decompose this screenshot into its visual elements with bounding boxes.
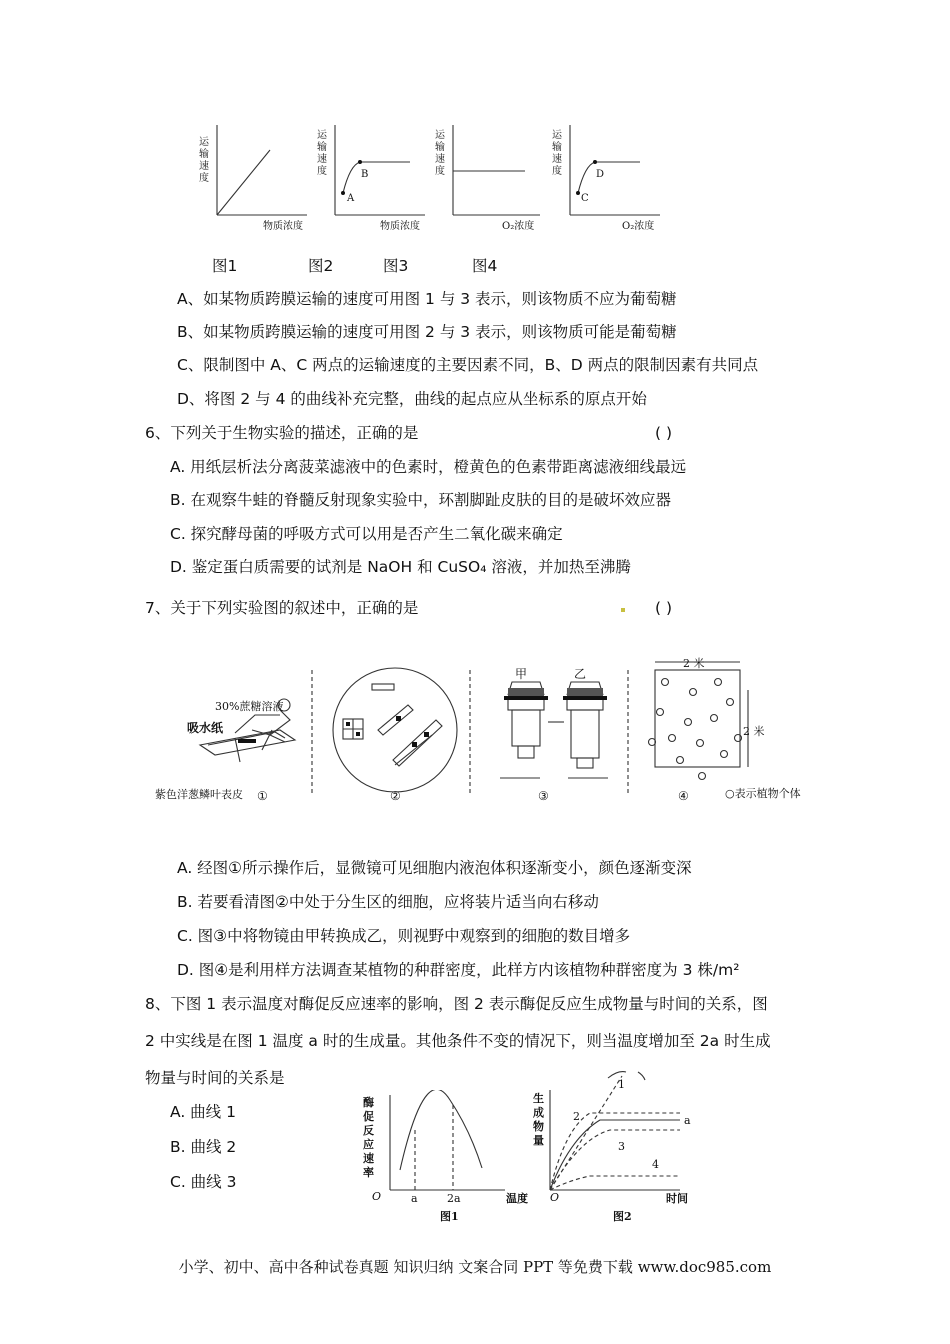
fig4-ylabel-3: 速 bbox=[552, 154, 562, 165]
q5-option-d: D、将图 2 与 4 的曲线补充完整，曲线的起点应从坐标系的原点开始 bbox=[177, 390, 647, 408]
fig2-ylabel-3: 速 bbox=[317, 154, 327, 165]
point-c: C bbox=[581, 193, 589, 204]
curve-3-label: 3 bbox=[618, 1140, 625, 1153]
fig1-tick-a: a bbox=[411, 1192, 418, 1205]
fig2-ylabel-2: 输 bbox=[317, 142, 327, 153]
fig1-origin: O bbox=[372, 1190, 382, 1203]
fig3-ylabel-2: 输 bbox=[435, 142, 445, 153]
q7-option-b: B. 若要看清图②中处于分生区的细胞，应将装片适当向右移动 bbox=[177, 893, 599, 911]
height-label: 2 米 bbox=[743, 725, 765, 738]
fig2-ylabel-c4: 量 bbox=[533, 1134, 544, 1147]
q6-option-c: C. 探究酵母菌的呼吸方式可以用是否产生二氧化碳来确定 bbox=[170, 525, 563, 543]
point-d: D bbox=[596, 169, 605, 180]
q6-stem: 6、下列关于生物实验的描述，正确的是 bbox=[145, 424, 419, 442]
q5-option-c: C、限制图中 A、C 两点的运输速度的主要因素不同，B、D 两点的限制因素有共同点 bbox=[177, 356, 759, 374]
fig2-ylabel-4: 度 bbox=[317, 166, 327, 177]
fig2-origin: O bbox=[550, 1191, 560, 1204]
fig1-tick-2a: 2a bbox=[447, 1192, 461, 1205]
fig2-ylabel-c3: 物 bbox=[533, 1120, 544, 1133]
fig3-ylabel-3: 速 bbox=[435, 154, 445, 165]
objective-yi: 乙 bbox=[574, 667, 587, 681]
q6-option-a: A. 用纸层析法分离菠菜滤液中的色素时，橙黄色的色素带距离滤液细线最远 bbox=[170, 458, 687, 476]
width-label: 2 米 bbox=[683, 657, 705, 670]
fig1-ylabel-c4: 应 bbox=[363, 1138, 374, 1151]
q7-option-a: A. 经图①所示操作后，显微镜可见细胞内液泡体积逐渐变小，颜色逐渐变深 bbox=[177, 859, 692, 877]
fig-label-2: 图2 bbox=[308, 257, 334, 275]
fig-label-3: 图3 bbox=[383, 257, 409, 275]
q7-bracket: ( ) bbox=[655, 599, 673, 617]
q6-bracket: ( ) bbox=[655, 424, 673, 442]
legend-label: ○表示植物个体 bbox=[725, 787, 801, 800]
fig4-ylabel-1: 运 bbox=[552, 130, 562, 141]
q6-option-b: B. 在观察牛蛙的脊髓反射现象实验中，环割脚趾皮肤的目的是破坏效应器 bbox=[170, 491, 671, 509]
fig4-ylabel-2: 输 bbox=[552, 142, 562, 153]
q5-figures bbox=[195, 125, 675, 240]
point-a: A bbox=[347, 193, 355, 204]
q5-option-a: A、如某物质跨膜运输的速度可用图 1 与 3 表示，则该物质不应为葡萄糖 bbox=[177, 290, 677, 308]
fig1-ylabel-c6: 率 bbox=[363, 1166, 374, 1179]
stray-dot bbox=[621, 608, 625, 612]
fig2-ylabel-1: 运 bbox=[317, 130, 327, 141]
fig1-xlabel: 物质浓度 bbox=[263, 221, 303, 232]
fig1-ylabel-2: 输 bbox=[199, 149, 209, 160]
q6-option-d: D. 鉴定蛋白质需要的试剂是 NaOH 和 CuSO₄ 溶液，并加热至沸腾 bbox=[170, 558, 631, 576]
q8-line-3: 物量与时间的关系是 bbox=[145, 1069, 285, 1087]
q8-line-1: 8、下图 1 表示温度对酶促反应速率的影响，图 2 表示酶促反应生成物量与时间的关系，图 bbox=[145, 995, 768, 1013]
fig1-ylabel-c2: 促 bbox=[363, 1110, 374, 1123]
q8-figure-2 bbox=[530, 1068, 710, 1225]
fig-num-3: ③ bbox=[538, 789, 549, 803]
q5-option-b: B、如某物质跨膜运输的速度可用图 2 与 3 表示，则该物质可能是葡萄糖 bbox=[177, 323, 677, 341]
paper-label: 吸水纸 bbox=[187, 721, 224, 735]
fig4-xlabel: O₂浓度 bbox=[622, 221, 655, 232]
q7-figures bbox=[140, 650, 820, 810]
fig1-ylabel-4: 度 bbox=[199, 173, 209, 184]
fig3-xlabel: O₂浓度 bbox=[502, 221, 535, 232]
fig1-ylabel-1: 运 bbox=[199, 137, 209, 148]
curve-4-label: 4 bbox=[652, 1158, 659, 1171]
q8-option-b: B. 曲线 2 bbox=[170, 1138, 237, 1156]
fig-num-4: ④ bbox=[678, 789, 689, 803]
q7-option-d: D. 图④是利用样方法调查某植物的种群密度，此样方内该植物种群密度为 3 株/m² bbox=[177, 961, 740, 979]
fig1-ylabel-c3: 反 bbox=[363, 1124, 374, 1137]
fig1-ylabel-c1: 酶 bbox=[363, 1096, 374, 1109]
fig-label-1: 图1 bbox=[212, 257, 238, 275]
q7-option-c: C. 图③中将物镜由甲转换成乙，则视野中观察到的细胞的数目增多 bbox=[177, 927, 631, 945]
fig2-xlabel: 时间 bbox=[666, 1192, 688, 1205]
fig1-ylabel-c5: 速 bbox=[363, 1152, 374, 1165]
fig2-caption: 图2 bbox=[613, 1210, 632, 1223]
curve-a-label: a bbox=[684, 1114, 691, 1127]
fig1-xlabel: 温度 bbox=[506, 1192, 528, 1205]
q8-option-c: C. 曲线 3 bbox=[170, 1173, 237, 1191]
q7-stem: 7、关于下列实验图的叙述中，正确的是 bbox=[145, 599, 419, 617]
onion-label: 紫色洋葱鳞叶表皮 bbox=[155, 788, 243, 801]
point-b: B bbox=[361, 169, 369, 180]
fig2-ylabel-c1: 生 bbox=[533, 1092, 544, 1105]
fig-label-4: 图4 bbox=[472, 257, 498, 275]
fig-num-1: ① bbox=[257, 789, 268, 803]
sucrose-label: 30%蔗糖溶液 bbox=[215, 700, 284, 713]
curve-2-label: 2 bbox=[573, 1110, 580, 1123]
fig1-ylabel-3: 速 bbox=[199, 161, 209, 172]
q8-figure-1 bbox=[360, 1090, 540, 1225]
fig3-ylabel-4: 度 bbox=[435, 166, 445, 177]
objective-jia: 甲 bbox=[515, 667, 528, 681]
fig2-ylabel-c2: 成 bbox=[533, 1106, 544, 1119]
fig3-ylabel-1: 运 bbox=[435, 130, 445, 141]
fig2-xlabel: 物质浓度 bbox=[380, 221, 420, 232]
curve-1-label: 1 bbox=[618, 1078, 625, 1091]
fig4-ylabel-4: 度 bbox=[552, 166, 562, 177]
q8-option-a: A. 曲线 1 bbox=[170, 1103, 236, 1121]
footer-text: 小学、初中、高中各种试卷真题 知识归纳 文案合同 PPT 等免费下载 www.doc985.com bbox=[178, 1258, 772, 1276]
fig1-caption: 图1 bbox=[440, 1210, 459, 1223]
q8-line-2: 2 中实线是在图 1 温度 a 时的生成量。其他条件不变的情况下，则当温度增加至 2a 时生成 bbox=[145, 1032, 771, 1050]
fig-num-2: ② bbox=[390, 789, 401, 803]
